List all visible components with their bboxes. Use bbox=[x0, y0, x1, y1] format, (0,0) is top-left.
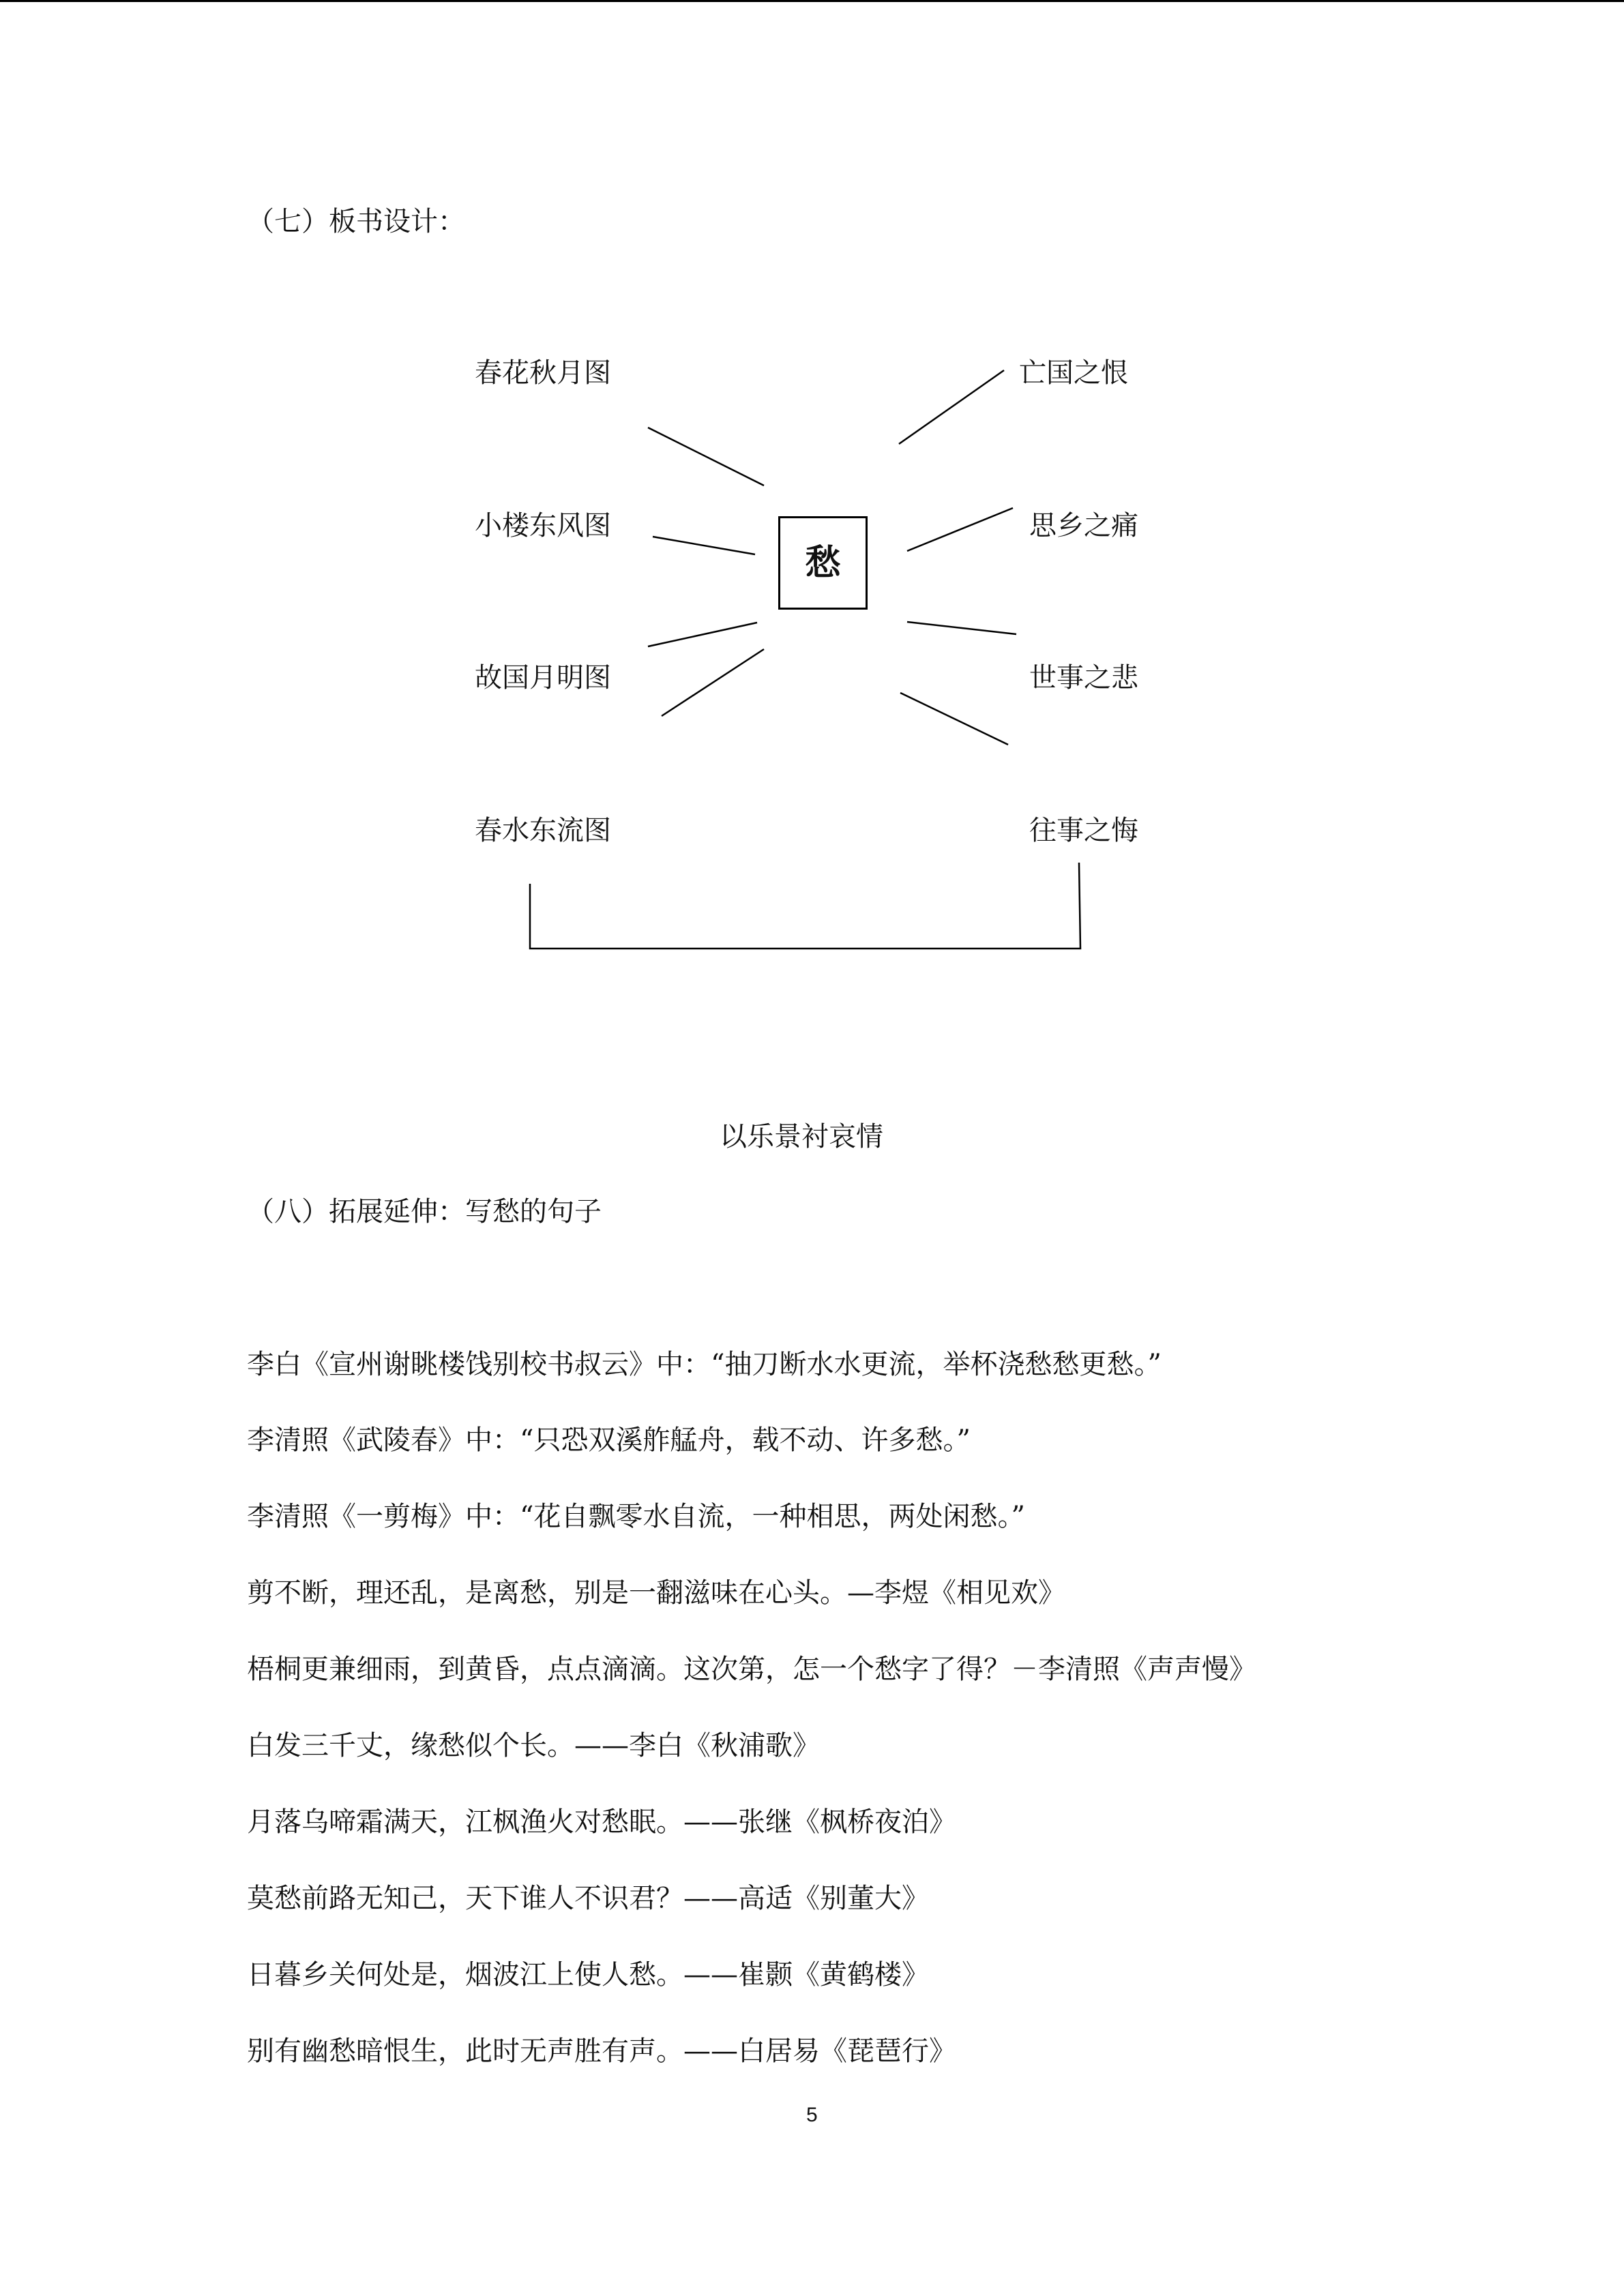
page-number: 5 bbox=[806, 2104, 818, 2126]
sentence-line: 剪不断，理还乱，是离愁，别是一翻滋味在心头。—李煜《相见欢》 bbox=[247, 1577, 1065, 1609]
sentence-line: 李白《宣州谢眺楼饯别校书叔云》中：“抽刀断水水更流，举杯浇愁愁更愁。” bbox=[247, 1349, 1162, 1380]
connector-line bbox=[648, 623, 757, 646]
sentence-line: 李清照《武陵春》中：“只恐双溪舴艋舟，载不动、许多愁。” bbox=[247, 1425, 971, 1456]
right-node-3: 世事之悲 bbox=[1029, 662, 1138, 694]
right-node-2: 思乡之痛 bbox=[1029, 510, 1138, 541]
section-seven-heading: （七）板书设计： bbox=[247, 206, 465, 237]
left-node-3: 故国月明图 bbox=[475, 662, 611, 694]
sentence-line: 李清照《一剪梅》中：“花自飘零水自流，一种相思，两处闲愁。” bbox=[247, 1501, 1025, 1532]
left-node-1: 春花秋月图 bbox=[475, 357, 611, 389]
section-eight-heading: （八）拓展延伸：写愁的句子 bbox=[247, 1196, 602, 1227]
sentence-line: 月落乌啼霜满天，江枫渔火对愁眠。——张继《枫桥夜泊》 bbox=[247, 1806, 956, 1838]
sentence-line: 莫愁前路无知己，天下谁人不识君？——高适《别董大》 bbox=[247, 1883, 929, 1914]
center-character: 愁 bbox=[805, 542, 841, 584]
connector-line bbox=[662, 649, 764, 716]
right-node-4: 往事之悔 bbox=[1029, 815, 1138, 846]
sentence-line: 梧桐更兼细雨，到黄昏，点点滴滴。这次第，怎一个愁字了得？－李清照《声声慢》 bbox=[247, 1654, 1256, 1685]
sentence-line: 别有幽愁暗恨生，此时无声胜有声。——白居易《琵琶行》 bbox=[247, 2036, 956, 2067]
connector-line bbox=[648, 428, 764, 486]
connector-line bbox=[653, 537, 755, 554]
center-character-box bbox=[778, 516, 868, 610]
connector-line bbox=[900, 693, 1008, 745]
bracket-line bbox=[530, 863, 1080, 949]
sentence-line: 日暮乡关何处是，烟波江上使人愁。——崔颢《黄鹤楼》 bbox=[247, 1959, 929, 1991]
left-node-2: 小楼东风图 bbox=[475, 510, 611, 541]
top-border-line bbox=[0, 0, 1624, 2]
bracket-caption: 以乐景衬哀情 bbox=[720, 1121, 883, 1152]
connector-line bbox=[907, 508, 1013, 551]
left-node-4: 春水东流图 bbox=[475, 815, 611, 846]
right-node-1: 亡国之恨 bbox=[1019, 357, 1128, 389]
sentence-line: 白发三千丈，缘愁似个长。——李白《秋浦歌》 bbox=[247, 1730, 820, 1761]
connector-line bbox=[899, 370, 1004, 444]
connector-line bbox=[907, 622, 1016, 634]
